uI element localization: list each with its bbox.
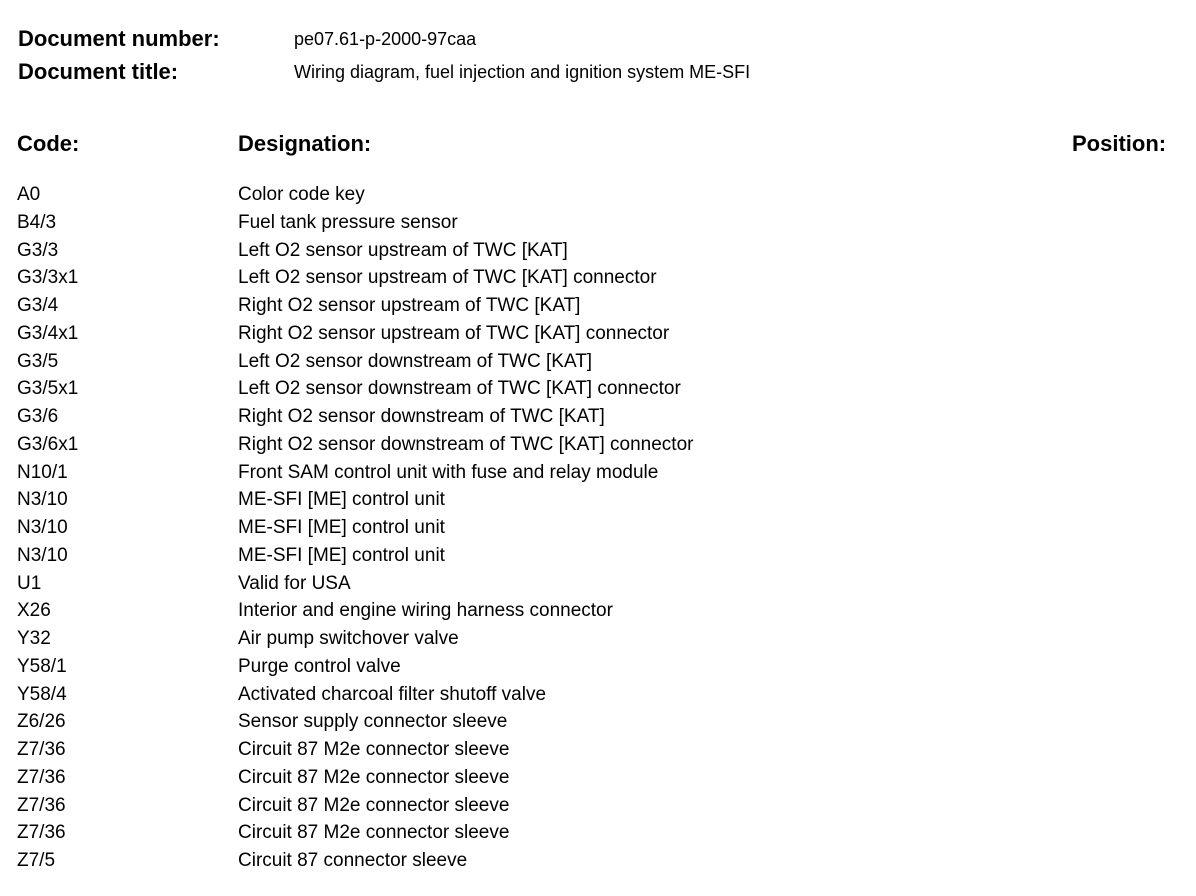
document-title-value: Wiring diagram, fuel injection and ignition system ME-SFI <box>294 62 751 82</box>
table-row <box>0 320 1196 348</box>
component-code: N3/10 <box>17 544 68 566</box>
component-designation: Circuit 87 M2e connector sleeve <box>238 822 510 844</box>
table-row <box>0 570 1196 598</box>
component-code: U1 <box>17 572 42 594</box>
component-code: Z6/26 <box>17 711 66 733</box>
component-designation: Color code key <box>238 184 365 205</box>
table-row <box>0 431 1196 459</box>
component-code: Z7/36 <box>17 766 66 788</box>
component-code: N3/10 <box>17 489 68 511</box>
component-designation: Circuit 87 M2e connector sleeve <box>238 739 510 760</box>
table-row <box>0 486 1196 514</box>
table-row <box>0 514 1196 542</box>
component-designation: ME-SFI [ME] control unit <box>238 489 445 511</box>
component-designation: Front SAM control unit with fuse and relay module <box>238 461 659 483</box>
component-code: Z7/36 <box>17 794 66 816</box>
table-row <box>0 237 1196 265</box>
component-code: Y58/4 <box>17 683 67 705</box>
table-row <box>0 264 1196 292</box>
code-column-header: Code: <box>17 131 80 156</box>
component-designation: Right O2 sensor upstream of TWC [KAT] connector <box>238 322 670 344</box>
component-code: N10/1 <box>17 461 68 483</box>
component-designation: ME-SFI [ME] control unit <box>238 544 445 566</box>
component-code: G3/3x1 <box>17 267 79 289</box>
table-row <box>0 681 1196 709</box>
table-row <box>0 736 1196 764</box>
component-designation: Activated charcoal filter shutoff valve <box>238 683 547 705</box>
component-code: G3/6x1 <box>17 433 79 455</box>
component-code: N3/10 <box>17 517 68 538</box>
component-code: Y32 <box>17 628 51 649</box>
component-designation: Left O2 sensor upstream of TWC [KAT] <box>238 239 568 261</box>
component-code: G3/5x1 <box>17 378 79 400</box>
table-row <box>0 792 1196 820</box>
component-code: G3/6 <box>17 406 59 427</box>
designation-column-header: Designation: <box>238 131 372 156</box>
document-number-label: Document number: <box>18 26 220 51</box>
table-row <box>0 542 1196 570</box>
component-code: G3/4 <box>17 295 59 316</box>
component-code: Z7/36 <box>17 739 66 760</box>
component-designation: Circuit 87 M2e connector sleeve <box>238 794 510 816</box>
component-designation: Left O2 sensor downstream of TWC [KAT] <box>238 350 593 372</box>
component-table <box>0 181 1196 875</box>
table-row <box>0 653 1196 681</box>
component-code: G3/4x1 <box>17 322 79 344</box>
component-designation: Purge control valve <box>238 655 401 677</box>
document-number-value: pe07.61-p-2000-97caa <box>294 29 477 49</box>
table-row <box>0 181 1196 209</box>
document-title-label: Document title: <box>18 59 179 84</box>
component-code: G3/3 <box>17 239 59 261</box>
component-designation: Circuit 87 connector sleeve <box>238 850 468 871</box>
component-designation: Circuit 87 M2e connector sleeve <box>238 766 510 788</box>
table-row <box>0 625 1196 653</box>
table-row <box>0 708 1196 736</box>
table-row <box>0 597 1196 625</box>
component-designation: Interior and engine wiring harness connector <box>238 600 613 622</box>
position-column-header: Position: <box>1072 131 1167 156</box>
component-designation: Fuel tank pressure sensor <box>238 211 458 233</box>
component-code: Z7/5 <box>17 850 56 871</box>
component-code: Z7/36 <box>17 822 66 844</box>
table-row <box>0 348 1196 376</box>
table-row <box>0 847 1196 875</box>
component-code: B4/3 <box>17 211 57 233</box>
component-code: X26 <box>17 600 51 622</box>
component-designation: Right O2 sensor downstream of TWC [KAT] connector <box>238 433 694 455</box>
table-row <box>0 403 1196 431</box>
component-designation: Right O2 sensor upstream of TWC [KAT] <box>238 295 581 316</box>
component-designation: Left O2 sensor upstream of TWC [KAT] connector <box>238 267 657 289</box>
component-code: A0 <box>17 184 41 205</box>
table-row <box>0 459 1196 487</box>
component-designation: Valid for USA <box>238 572 351 594</box>
component-designation: Right O2 sensor downstream of TWC [KAT] <box>238 406 605 427</box>
component-designation: ME-SFI [ME] control unit <box>238 517 445 538</box>
table-row <box>0 292 1196 320</box>
component-code: G3/5 <box>17 350 59 372</box>
table-row <box>0 764 1196 792</box>
table-row <box>0 375 1196 403</box>
component-code: Y58/1 <box>17 655 67 677</box>
component-designation: Sensor supply connector sleeve <box>238 711 508 733</box>
table-row <box>0 209 1196 237</box>
table-row <box>0 819 1196 847</box>
component-designation: Left O2 sensor downstream of TWC [KAT] connector <box>238 378 681 400</box>
component-designation: Air pump switchover valve <box>238 628 459 649</box>
